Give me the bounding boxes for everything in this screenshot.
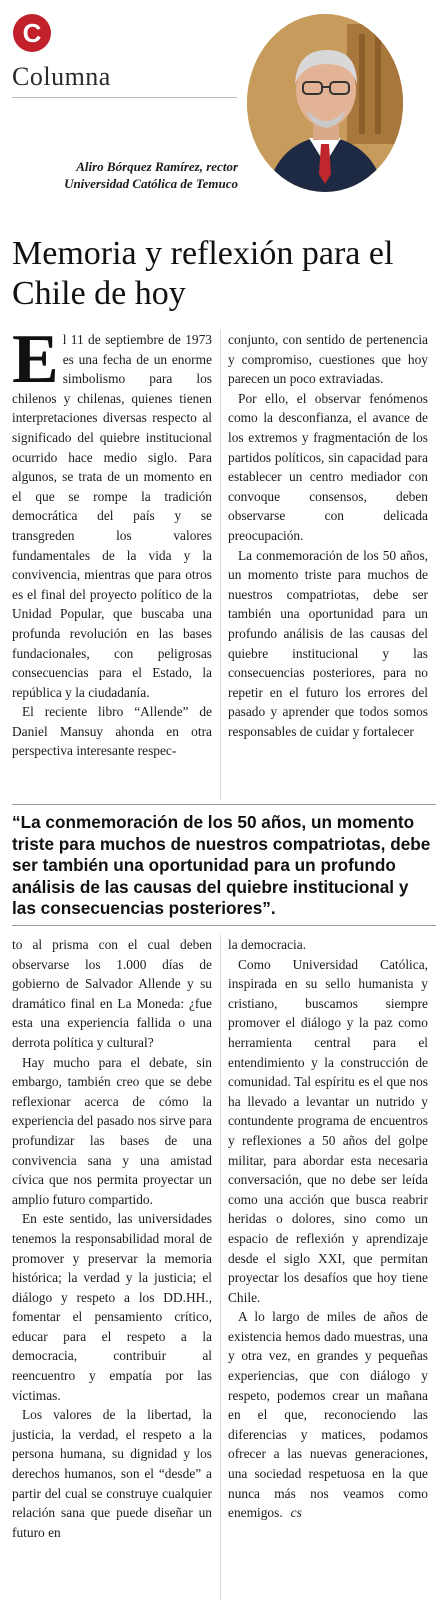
paragraph-3: conjunto, con sentido de pertenencia y compromiso, cuestiones que hoy parecen un poco extraviadas. <box>228 332 428 387</box>
portrait-illustration <box>247 14 403 192</box>
badge-letter: C <box>22 17 42 48</box>
column-bottom-left <box>12 935 212 1542</box>
paragraph-8: En este sentido, las universidades tenemos la responsabilidad moral de promover y preservar la memoria histórica; la verdad y la justicia; el diálogo y respeto a los DD.HH., fomentar el pensamiento crítico, educar para el respeto a la democracia, contribuir al reencuentro y empatía por las víctimas. <box>12 1211 212 1403</box>
paragraph-12-text: A lo largo de miles de años de existencia hemos dado muestras, una y otra vez, en grandes y pequeñas experiencias, que con diálogo y respeto, podemos crear un mañana en el que, reconociendo las diferencias y matices, podamos ofrecer a las nuevas generaciones, una sociedad respetuosa en la que nunca más nos veamos como enemigos. <box>228 1309 428 1521</box>
paragraph-10: la democracia. <box>228 937 307 952</box>
editor-signoff: cs <box>290 1505 302 1521</box>
paragraph-5: La conmemoración de los 50 años, un momento triste para muchos de nuestros compatriotas, debe ser también una oportunidad para un profundo análisis de las causas del quiebre institucional y las consecuencias posteriores, para no repetir en el futuro los errores del pasado y aprender que todos somos responsables de cuidar y fortalecer <box>228 547 428 739</box>
drop-cap: E <box>12 321 59 398</box>
paragraph-1 <box>12 321 212 702</box>
section-badge <box>13 14 51 52</box>
header-divider <box>12 97 237 98</box>
section-label: Columna <box>12 62 111 91</box>
paragraph-12 <box>228 1307 428 1523</box>
author-photo <box>247 14 403 192</box>
paragraph-2: El reciente libro “Allende” de Daniel Mansuy ahonda en otra perspectiva interesante respec- <box>12 704 212 759</box>
paragraph-6: to al prisma con el cual deben observarse los 1.000 días de gobierno de Salvador Allende y su dramático final en La Moneda: ¿fue esta una experiencia fallida o una derrota política y cultural? <box>12 937 212 1050</box>
pullquote-rule-top <box>12 804 436 805</box>
column-divider-bottom <box>220 935 221 1600</box>
paragraph-1-text: l 11 de septiembre de 1973 es una fecha de un enorme simbolismo para los chilenos y chilenas, quienes tienen interpretaciones diversas respecto al significado del quiebre institucional ocurrido hace medio siglo. Para algunos, se trata de un momento en el que se rompe la tradición democrática del país y se transgreden los valores fundamentales de la vida y la convivencia, mientras que para otros es el final del proyecto político de la Unidad Popular, que buscaba una profunda revolución en las bases fundacionales, con peligrosas consecuencias para el Estado, la república y la ciudadanía. <box>12 332 212 700</box>
column-top-right <box>228 330 428 741</box>
article-headline: Memoria y reflexión para el Chile de hoy <box>12 235 394 312</box>
author-byline: Aliro Bórquez Ramírez, rector Universidad Católica de Temuco <box>64 159 238 191</box>
column-bottom-right <box>228 935 428 1523</box>
paragraph-9: Los valores de la libertad, la justicia, la verdad, el respeto a la persona humana, su dignidad y los derechos humanos, son el “desde” a partir del cual se construye cualquier relación sana que puede diseñar un futuro en <box>12 1407 212 1540</box>
column-divider-top <box>220 330 221 800</box>
pull-quote: “La conmemoración de los 50 años, un momento triste para muchos de nuestros compatriotas, debe ser también una oportunidad para un profundo análisis de las causas del quiebre institucional y las consecuencias posteriores”. <box>12 812 431 918</box>
column-top-left <box>12 321 212 761</box>
paragraph-11: Como Universidad Católica, inspirada en su sello humanista y cristiano, buscamos siempre promover el diálogo y la paz como herramienta central para el entendimiento y la construcción de comunidad. Tal espíritu es el que nos ha llevado a levantar un nutrido y contundente programa de encuentros y reflexiones a 50 años del golpe militar, para abordar esta necesaria conversación, que no debe ser leída como una acción que busca reabrir heridas o dolores, sino como un espacio de reflexión y aprendizaje desde el siglo XXI, que permitan proyectar los desafíos que hoy tiene Chile. <box>228 956 428 1305</box>
paragraph-7: Hay mucho para el debate, sin embargo, también creo que se debe reflexionar acerca de cómo la experiencia del pasado nos sirve para profundizar las bases de una convivencia sana y una amistad cívica que nos permita proyectar un amplio futuro compartido. <box>12 1054 212 1207</box>
paragraph-4: Por ello, el observar fenómenos como la desconfianza, el avance de los extremos y fragmentación de los partidos políticos, sin capacidad para establecer un centro mediador con convoque consensos, deben observarse con delicada preocupación. <box>228 390 428 543</box>
pullquote-rule-bottom <box>12 925 436 926</box>
